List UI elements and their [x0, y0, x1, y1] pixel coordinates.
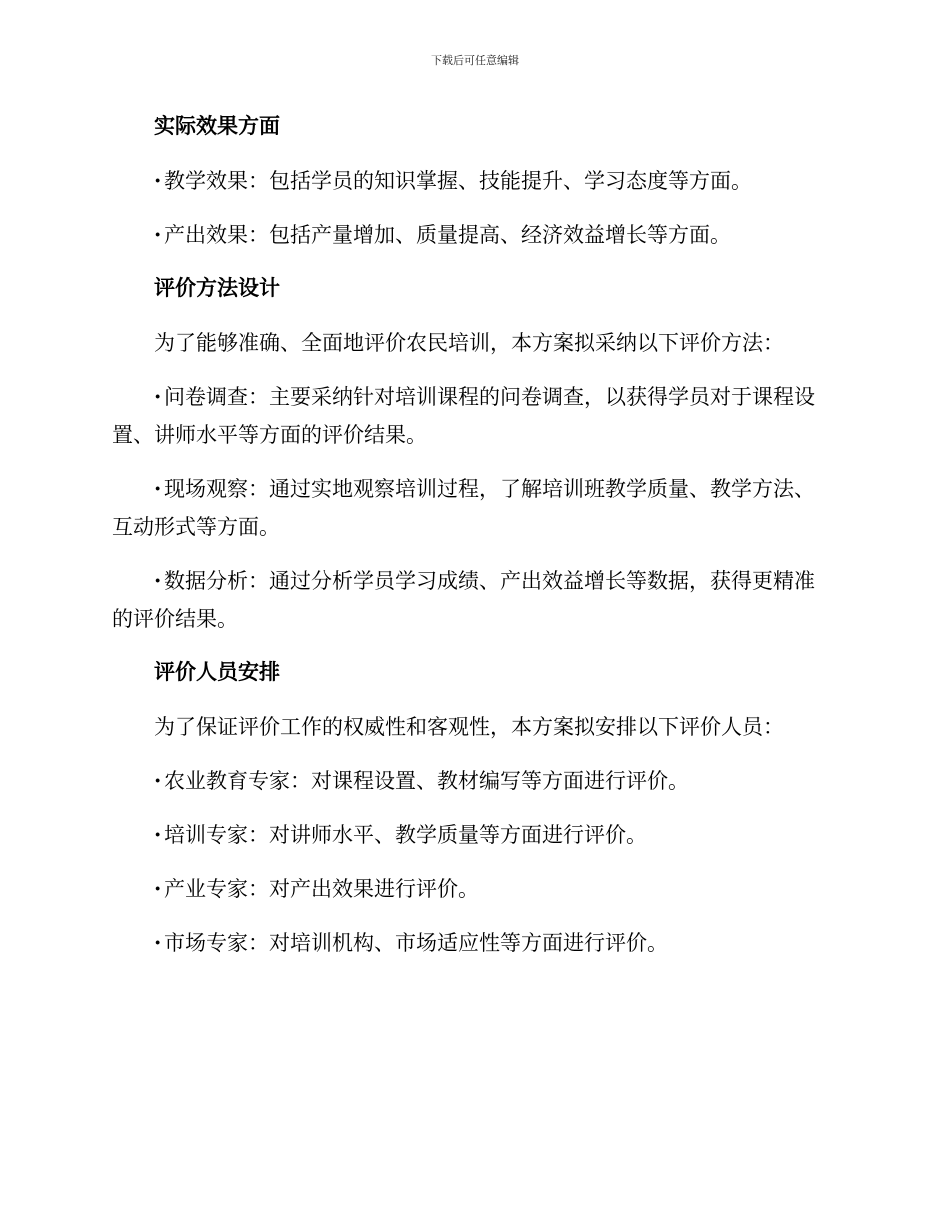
bullet-text: 数据分析：通过分析学员学习成绩、产出效益增长等数据，获得更精准的评价结果。	[112, 569, 815, 631]
bullet-industry-expert	[112, 870, 825, 908]
bullet-text: 现场观察：通过实地观察培训过程，了解培训班教学质量、教学方法、互动形式等方面。	[112, 477, 815, 539]
bullet-text: 农业教育专家：对课程设置、教材编写等方面进行评价。	[164, 769, 689, 793]
bullet-symbol: ·	[154, 476, 162, 501]
intro-evaluation-method: 为了能够准确、全面地评价农民培训，本方案拟采纳以下评价方法：	[154, 331, 784, 355]
bullet-symbol: ·	[154, 384, 162, 409]
bullet-symbol: ·	[154, 930, 162, 955]
bullet-text: 产出效果：包括产量增加、质量提高、经济效益增长等方面。	[164, 223, 731, 247]
bullet-text: 问卷调查：主要采纳针对培训课程的问卷调查，以获得学员对于课程设置、讲师水平等方面的评价结果。	[112, 385, 815, 447]
bullet-text: 教学效果：包括学员的知识掌握、技能提升、学习态度等方面。	[164, 169, 752, 193]
bullet-text: 市场专家：对培训机构、市场适应性等方面进行评价。	[164, 931, 668, 955]
bullet-text: 培训专家：对讲师水平、教学质量等方面进行评价。	[164, 823, 647, 847]
bullet-teaching-effect	[112, 162, 825, 200]
bullet-symbol: ·	[154, 222, 162, 247]
section-heading-actual-effect: 实际效果方面	[154, 113, 280, 138]
bullet-symbol: ·	[154, 168, 162, 193]
bullet-symbol: ·	[154, 568, 162, 593]
section-heading-evaluator-arrangement: 评价人员安排	[154, 659, 280, 684]
section-heading-evaluation-method: 评价方法设计	[154, 275, 280, 300]
bullet-symbol: ·	[154, 822, 162, 847]
bullet-text: 产业专家：对产出效果进行评价。	[164, 877, 479, 901]
page-header: 下载后可任意编辑	[431, 54, 519, 67]
bullet-output-effect	[112, 216, 825, 254]
bullet-agri-education-expert	[112, 762, 825, 800]
bullet-field-observation	[112, 470, 825, 546]
bullet-symbol: ·	[154, 768, 162, 793]
bullet-data-analysis	[112, 562, 825, 638]
bullet-symbol: ·	[154, 876, 162, 901]
intro-evaluator-arrangement: 为了保证评价工作的权威性和客观性，本方案拟安排以下评价人员：	[154, 715, 784, 739]
bullet-market-expert	[112, 924, 825, 962]
bullet-training-expert	[112, 816, 825, 854]
bullet-questionnaire	[112, 378, 825, 454]
document-body	[112, 108, 825, 978]
